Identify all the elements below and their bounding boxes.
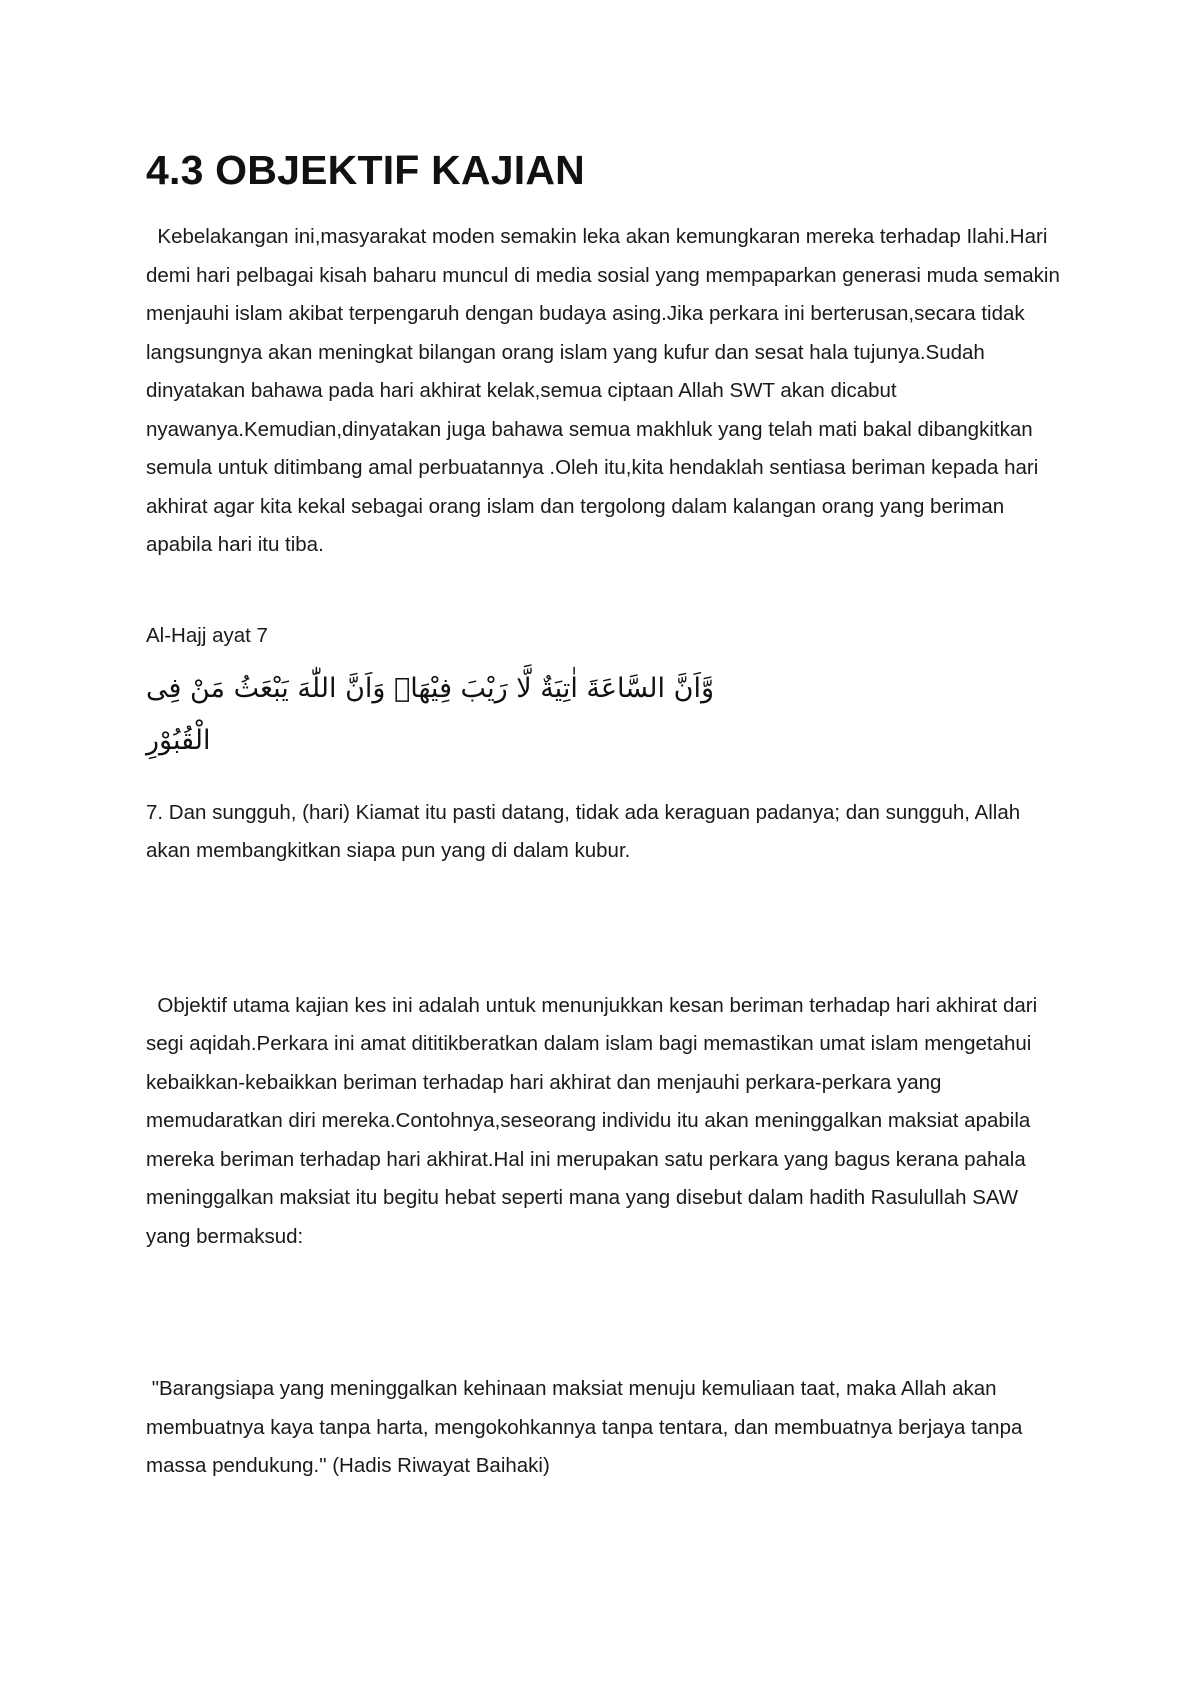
hadith-quote: "Barangsiapa yang meninggalkan kehinaan maksiat menuju kemuliaan taat, maka Allah akan membuatnya kaya tanpa harta, mengokohkannya tanpa tentara, dan membuatnya berjaya tanpa massa pendukung." (Hadis Riwayat Baihaki) [146,1377,1029,1477]
section-title: 4.3 OBJEKTIF KAJIAN [146,147,585,193]
paragraph-introduction: Kebelakangan ini,masyarakat moden semakin leka akan kemungkaran mereka terhadap Ilahi.Hari demi hari pelbagai kisah baharu muncul di media sosial yang mempaparkan generasi muda semakin menjauhi islam akibat terpengaruh dengan budaya asing.Jika perkara ini berterusan,secara tidak langsungnya akan meningkat bilangan orang islam yang kufur dan sesat hala tujunya.Sudah dinyatakan bahawa pada hari akhirat kelak,semua ciptaan Allah SWT akan dicabut nyawanya.Kemudian,dinyatakan juga bahawa semua makhluk yang telah mati bakal dibangkitkan semula untuk ditimbang amal perbuatannya .Oleh itu,kita hendaklah sentiasa beriman kepada hari akhirat agar kita kekal sebagai orang islam dan tergolong dalam kalangan orang yang beriman apabila hari itu tiba. [146,225,1066,556]
verse-translation: 7. Dan sungguh, (hari) Kiamat itu pasti datang, tidak ada keraguan padanya; dan sungguh, Allah akan membangkitkan siapa pun yang di dalam kubur. [146,800,1021,862]
document-body [146,140,1066,1486]
paragraph-objective: Objektif utama kajian kes ini adalah untuk menunjukkan kesan beriman terhadap hari akhirat dari segi aqidah.Perkara ini amat dititikberatkan dalam islam bagi memastikan umat islam mengetahui kebaikkan-kebaikkan beriman terhadap hari akhirat dan menjauhi perkara-perkara yang memudaratkan diri mereka.Contohnya,seseorang individu itu akan meninggalkan maksiat apabila mereka beriman terhadap hari akhirat.Hal ini merupakan satu perkara yang bagus kerana pahala meninggalkan maksiat itu begitu hebat seperti mana yang disebut dalam hadith Rasulullah SAW yang bermaksud: [146,993,1043,1248]
verse-arabic-text: وَّاَنَّ السَّاعَةَ اٰتِيَةٌ لَّا رَيْبَ فِيْهَاۙ وَاَنَّ اللّٰهَ يَبْعَثُ مَنْ فِى الْقُبُوْرِ [146,672,714,756]
verse-reference: Al-Hajj ayat 7 [146,623,268,647]
